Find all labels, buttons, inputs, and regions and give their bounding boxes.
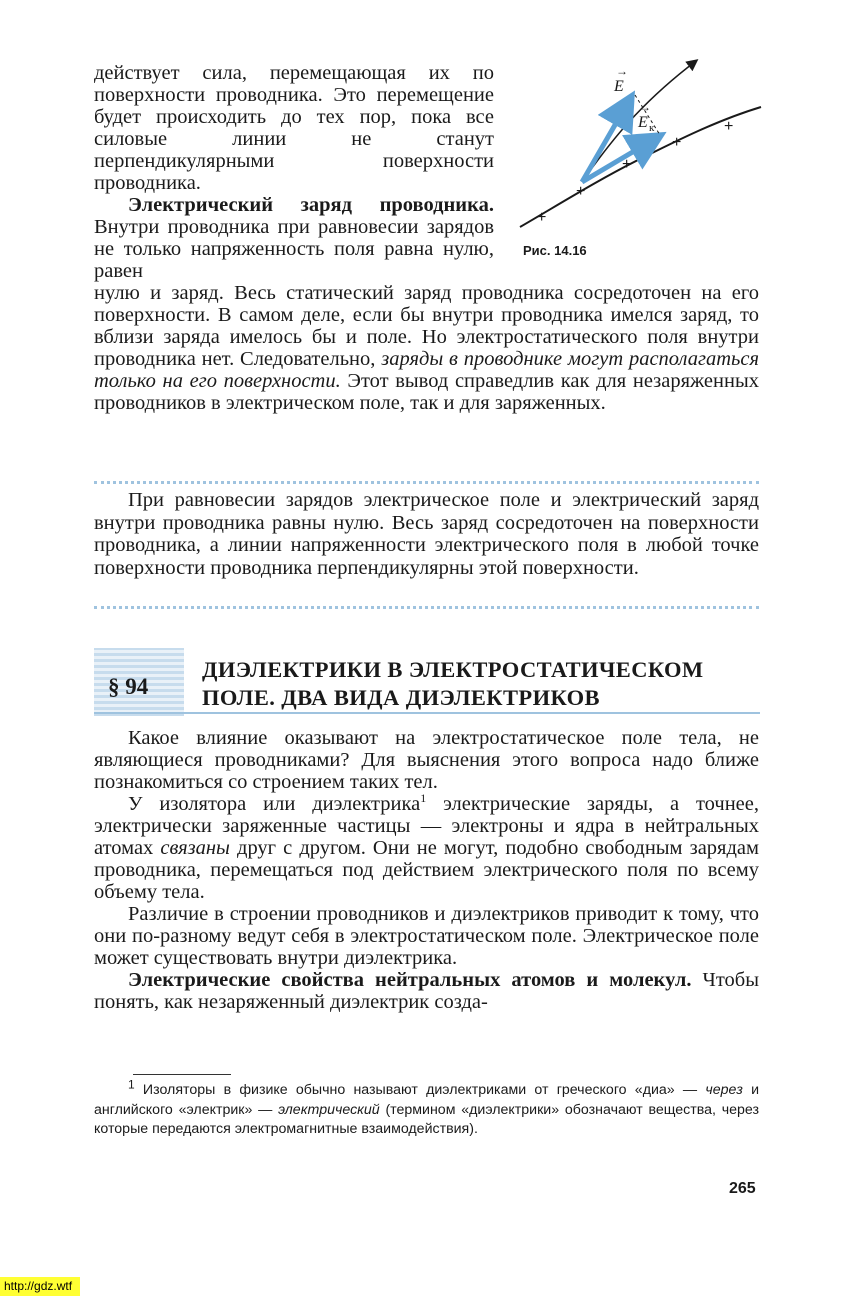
paragraph-charge-heading bbox=[94, 194, 494, 282]
text-run: Чтобы понять, как незаряженный диэлектрик созда- bbox=[94, 969, 760, 1013]
italic-bound: связаны bbox=[160, 837, 230, 859]
summary-top-border bbox=[94, 481, 759, 484]
plus-sign: + bbox=[622, 156, 632, 173]
footnote-mark: 1 bbox=[128, 1077, 135, 1092]
figure-14-16 bbox=[518, 55, 763, 265]
italic-conclusion: заряды в проводнике могут располагаться только на его поверхности. bbox=[94, 348, 759, 392]
svg-text:→: → bbox=[616, 64, 628, 78]
text-run: нулю и заряд. Весь статический заряд проводника сосредоточен на его поверхности. В самом деле, если бы внутри проводника имелся заряд, то вблизи заряда имелось бы и поле. Но электростатического поля внутри проводника нет. Следовательно, bbox=[94, 282, 759, 370]
section-number: § 94 bbox=[108, 674, 149, 699]
paragraph-influence: Какое влияние оказывают на электростатическое поле тела, не являющиеся проводниками? Для выяснения этого вопроса надо ближе познакомиться со строением таких тел. bbox=[94, 727, 759, 793]
italic-run: электрический bbox=[278, 1101, 380, 1118]
plus-sign: + bbox=[672, 134, 682, 151]
label-ek-sub: к bbox=[649, 122, 655, 134]
paragraph-charge-continued bbox=[94, 282, 759, 414]
paragraph-insulator bbox=[94, 793, 759, 903]
summary-box: При равновесии зарядов электрическое поле и электрический заряд внутри проводника равны нулю. Весь заряд сосредоточен на поверхности проводника, а линии напряженности электрического поля в любой точке поверхности проводника перпендикулярны этой поверхности. bbox=[94, 489, 759, 579]
paragraph-properties bbox=[94, 969, 759, 1013]
footnote-rule bbox=[133, 1074, 231, 1075]
svg-text:→: → bbox=[639, 100, 651, 114]
section-title bbox=[202, 656, 762, 712]
label-e: E bbox=[614, 78, 624, 95]
text-run: Изоляторы в физике обычно называют диэлектриками от греческого «диа» — bbox=[134, 1082, 706, 1098]
section-underline bbox=[94, 712, 760, 714]
plus-sign: + bbox=[724, 118, 734, 135]
paragraph-difference: Различие в строении проводников и диэлектриков приводит к тому, что они по-разному ведут себя в электростатическом поле. Электрическое поле может существовать внутри диэлектрика. bbox=[94, 903, 759, 969]
section-title-line-1: ДИЭЛЕКТРИКИ В ЭЛЕКТРОСТАТИЧЕСКОМ bbox=[202, 657, 704, 682]
text-run: и английского «электрик» — bbox=[94, 1082, 759, 1118]
label-ek: E bbox=[638, 114, 648, 131]
italic-run: через bbox=[705, 1082, 743, 1098]
text-run: друг с другом. Они не могут, подобно свободным зарядам проводника, перемещаться под действием электрического поля по всему объему тела. bbox=[94, 837, 759, 903]
bold-heading-charge: Электрический заряд проводника. bbox=[128, 194, 494, 216]
plus-sign: + bbox=[537, 209, 547, 226]
plus-sign: + bbox=[576, 183, 586, 200]
footnote-ref: 1 bbox=[420, 791, 427, 806]
page-number: 265 bbox=[729, 1180, 756, 1197]
summary-bottom-border bbox=[94, 606, 759, 609]
text-run: Этот вывод справедлив как для незаряженных проводников в электрическом поле, так и для заряженных. bbox=[94, 370, 759, 414]
paragraph-charge-text: Внутри проводника при равновесии зарядов не только напряженность поля равна нулю, равен bbox=[94, 216, 494, 282]
paragraph-force: действует сила, перемещающая их по поверхности проводника. Это перемещение будет происходить до тех пор, пока все силовые линии не станут перпендикулярными поверхности проводника. bbox=[94, 62, 494, 194]
text-run: У изолятора или диэлектрика bbox=[128, 793, 421, 815]
section-title-line-2: ПОЛЕ. ДВА ВИДА ДИЭЛЕКТРИКОВ bbox=[202, 685, 600, 710]
text-run: электрические заряды, а точнее, электрически заряженные частицы — электроны и ядра в нейтральных атомах bbox=[94, 793, 759, 859]
bold-heading-properties: Электрические свойства нейтральных атомов и молекул. bbox=[128, 969, 692, 991]
text-run: (термином «диэлектрики» обозначают вещества, через которые передаются электромагнитные взаимодействия). bbox=[94, 1101, 759, 1138]
section-body bbox=[94, 727, 759, 1013]
figure-caption: Рис. 14.16 bbox=[523, 243, 587, 258]
footnote bbox=[94, 1077, 759, 1140]
watermark-link[interactable]: http://gdz.wtf bbox=[0, 1277, 80, 1296]
